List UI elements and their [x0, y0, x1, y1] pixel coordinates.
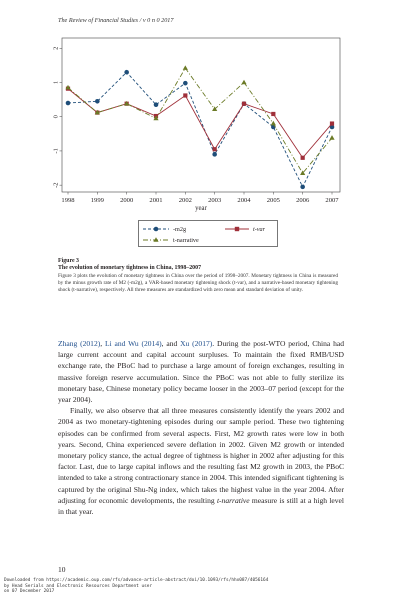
data-point-m2g: [183, 81, 188, 86]
data-point-m2g: [124, 70, 129, 75]
data-point-m2g: [212, 152, 217, 157]
text-span: , and: [161, 339, 181, 348]
paragraph-1: [58, 338, 344, 405]
download-line: by Head Serials and Electronic Resources Department user: [4, 583, 153, 589]
data-point-tnarrative: [329, 135, 334, 140]
legend-svg: [139, 221, 279, 248]
data-point-m2g: [154, 102, 159, 107]
data-point-tvar: [183, 93, 187, 97]
text-span: . During the post-WTO period, China had large current account and capital account surpluses. To maintain the fixed RMB/USD exchange rate, the PBoC had to purchase a large amount of foreign exchanges, resulting in massive foreign reserve accumulation. Since the PBoC was not able to fully sterilize its monetary base, Chinese monetary policy became looser in the 2003–07 period (except for the year 2004).: [58, 339, 344, 405]
data-point-tnarrative: [241, 80, 246, 85]
citation-link[interactable]: Li and Wu (2014): [104, 339, 162, 348]
body-text: [58, 338, 344, 517]
download-note: [4, 578, 268, 595]
data-point-m2g: [300, 185, 305, 190]
x-tick-label: 2007: [325, 197, 339, 204]
paragraph-2: [58, 405, 344, 517]
data-point-m2g: [66, 101, 71, 106]
chart-series: [65, 65, 334, 189]
x-tick-label: 1998: [61, 197, 75, 204]
x-tick-label: 2001: [149, 197, 163, 204]
chart-axes: [60, 38, 341, 195]
text-span: ,: [100, 339, 105, 348]
plot-frame: [62, 38, 340, 192]
data-point-m2g: [95, 99, 100, 104]
y-tick-label: 2: [52, 46, 60, 50]
data-point-tnarrative: [271, 121, 276, 126]
chart-labels: [53, 47, 340, 212]
x-tick-label: 2000: [120, 197, 134, 204]
data-point-tnarrative: [183, 65, 188, 70]
figure-caption: Figure 3 plots the evolution of monetary tightness in China over the period of 1998–2007. Monetary tightness in China is measured by the minus growth rate of M2 (-m2g), a VAR-based monetary tightening shock (t-var), and a narrative-based monetary tightening shock (t-narrative), respectively. All three measures are standardized with zero mean and standard deviation of unity.: [58, 273, 338, 294]
data-point-tvar: [271, 112, 275, 116]
x-tick-label: 2004: [237, 197, 251, 204]
legend-marker-tvar: [235, 227, 239, 231]
x-axis-label: year: [195, 205, 207, 212]
x-tick-label: 2003: [208, 197, 222, 204]
legend-label-tnarrative: t-narrative: [173, 237, 199, 245]
y-tick-label: -2: [52, 182, 60, 188]
figure-title: The evolution of monetary tightness in China, 1998–2007: [58, 265, 202, 271]
x-tick-label: 1999: [90, 197, 104, 204]
text-span: measure is still at a high level in that year.: [58, 495, 344, 517]
citation-link[interactable]: Xu (2017): [180, 339, 213, 348]
series-line-1: [68, 89, 332, 158]
y-tick-label: -1: [52, 148, 60, 154]
data-point-tvar: [213, 147, 217, 151]
x-tick-label: 2006: [296, 197, 310, 204]
running-head: The Review of Financial Studies / v 0 n 0 2017: [58, 17, 174, 24]
legend-entry-m2g: [143, 226, 186, 233]
citation-link[interactable]: Zhang (2012): [58, 339, 101, 348]
download-line[interactable]: Downloaded from https://academic.oup.com/rfs/advance-article-abstract/doi/10.1093/rfs/hhx087/4056164: [4, 578, 269, 583]
y-tick-label: 0: [52, 115, 60, 119]
series-line-0: [68, 72, 332, 187]
data-point-tvar: [301, 156, 305, 160]
legend-marker-m2g: [154, 227, 159, 232]
figure-number: Figure 3: [58, 258, 79, 264]
legend-label-tvar: t-var: [253, 226, 266, 234]
data-point-tvar: [242, 102, 246, 106]
line-chart: [40, 34, 350, 219]
text-span: Finally, we also observe that all three measures consistently identify the years 2002 and 2004 as two monetary-tightening episodes during our sample period. These two tightening episodes can be confirmed from several aspects. First, M2 growth rates were low in both years. Second, China experienced severe deflation in 2002. Given M2 growth or intended monetary policy stance, the actual degree of tightness is higher in 2002 after adjusting for this factor. Last, due to large capital inflows and the resulting fast M2 growth in 2003, the PBoC intended to take a strong contractionary stance in 2004. This intended significant tightening is captured by the original Shu-Ng index, which takes the highest value in the year 2004. After adjusting for economic developments, the resulting: [58, 406, 344, 505]
series-line-2: [68, 68, 332, 173]
legend-entry-tnarrative: [143, 237, 199, 244]
x-tick-label: 2005: [266, 197, 280, 204]
y-tick-label: 1: [52, 80, 60, 85]
legend-label-m2g: -m2g: [173, 226, 187, 234]
italic-term: t-narrative: [216, 495, 250, 505]
chart-legend: [138, 220, 278, 247]
download-line: on 07 December 2017: [4, 589, 55, 595]
x-tick-label: 2002: [178, 197, 192, 204]
legend-entry-tvar: [225, 226, 266, 233]
page-number: 10: [58, 565, 66, 574]
data-point-tvar: [330, 121, 334, 125]
